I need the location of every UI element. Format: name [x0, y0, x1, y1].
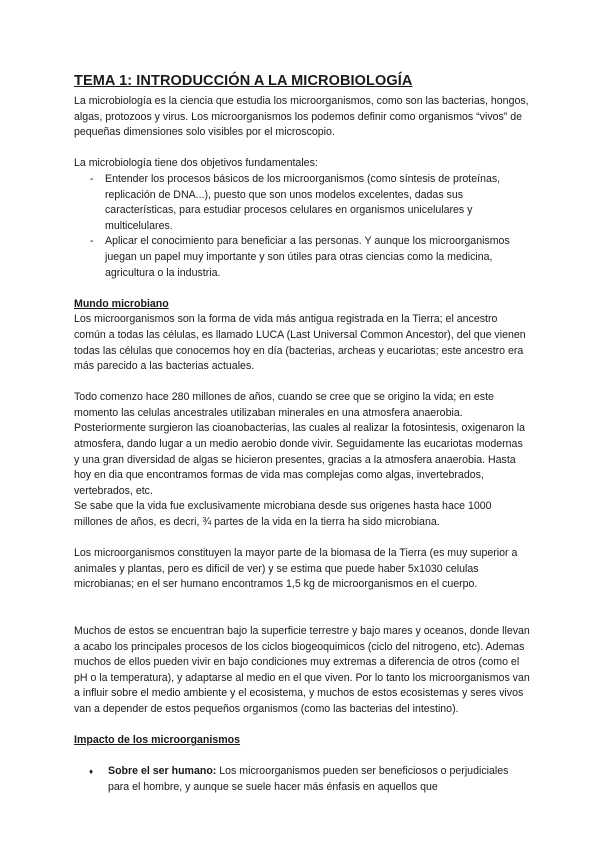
paragraph: Muchos de estos se encuentran bajo la superficie terrestre y bajo mares y oceanos, donde llevan a acabo los principales procesos de los ciclos biogeoquimicos (ciclo del nitrogeno, etc). Ademas muchos de ellos pueden vivir en bajo condiciones muy extremas a diferencia de otros (como el pH o la temperatura), y adaptarse al medio en el que viven. Por lo tanto los microorganismos van a influir sobre el medio ambiente y el ecosistema, y muchos de estos ecosistemas y seres vivos van a depender de estos pequeños organismos (como las bacterias del intestino). — [74, 625, 530, 715]
item-text: Los microorganismos pueden ser beneficiosos o perjudiciales para el hombre, y aunque se suele hacer más énfasis en aquellos que — [108, 765, 509, 793]
diamond-bullet-icon: ♦ — [89, 767, 94, 777]
dash-bullet: - — [90, 172, 94, 185]
objectives-list — [74, 172, 530, 281]
list-item — [74, 234, 530, 281]
section-heading-mundo-microbiano: Mundo microbiano — [74, 297, 169, 310]
intro-paragraph: La microbiología es la ciencia que estudia los microorganismos, como son las bacterias, hongos, algas, protozoos y virus. Los microorganismos los podemos definir como organismos “vivos” de pequeñas dimensiones solo visibles por el microscopio. — [74, 95, 529, 139]
impact-list — [74, 764, 530, 795]
objective-text: Aplicar el conocimiento para beneficiar a las personas. Y aunque los microorganismos juegan un papel muy importante y son útiles para otras ciencias como la medicina, agricultura o la industria. — [105, 235, 510, 279]
paragraph: Todo comenzo hace 280 millones de años, cuando se cree que se origino la vida; en este momento las celulas ancestrales utilizaban minerales en una atmosfera anaerobia. Posteriormente surgieron las cioanobacterias, las cuales al realizar la fotosintesis, oxigenaron la atmosfera, dando lugar a un medio aerobio donde vivir. Seguidamente las eucariotas modernas y una gran diversidad de algas se hicieron presentes, gracias a la atmosfera anaerobia. Hasta hoy en dia que encontramos formas de vida mas complejas como algas, invertebrados, vertebrados, etc. — [74, 391, 526, 497]
paragraph: Los microorganismos son la forma de vida más antigua registrada en la Tierra; el ancestro común a todas las células, es llamado LUCA (Last Universal Common Ancestor), del que vienen todas las células que conocemos hoy en día (bacterias, archeas y eucariotas; este ancestro era más parecido a las bacterias actuales. — [74, 313, 526, 373]
paragraph: Los microorganismos constituyen la mayor parte de la biomasa de la Tierra (es muy superior a animales y plantas, pero es dificil de ver) y se estima que puede haber 5x1030 celulas microbianas; en el ser humano encontramos 1,5 kg de microorganismos en el cuerpo. — [74, 547, 518, 591]
objectives-lead: La microbiología tiene dos objetivos fundamentales: — [74, 157, 318, 170]
list-item — [74, 764, 530, 795]
paragraph: Se sabe que la vida fue exclusivamente microbiana desde sus origenes hasta hace 1000 millones de años, es decri, ¾ partes de la vida en la tierra ha sido microbiana. — [74, 500, 492, 529]
list-item — [74, 172, 530, 234]
item-heading: Sobre el ser humano: — [108, 765, 217, 778]
section-heading-impacto: Impacto de los microorganismos — [74, 734, 241, 747]
objective-text: Entender los procesos básicos de los microorganismos (como síntesis de proteínas, replicación de DNA...), puesto que son unos modelos excelentes, dadas sus características, para estudiar procesos celulares en organismos unicelulares y multicelulares. — [105, 172, 501, 232]
dash-bullet: - — [90, 235, 94, 248]
page-title: TEMA 1: INTRODUCCIÓN A LA MICROBIOLOGÍA — [74, 73, 413, 89]
